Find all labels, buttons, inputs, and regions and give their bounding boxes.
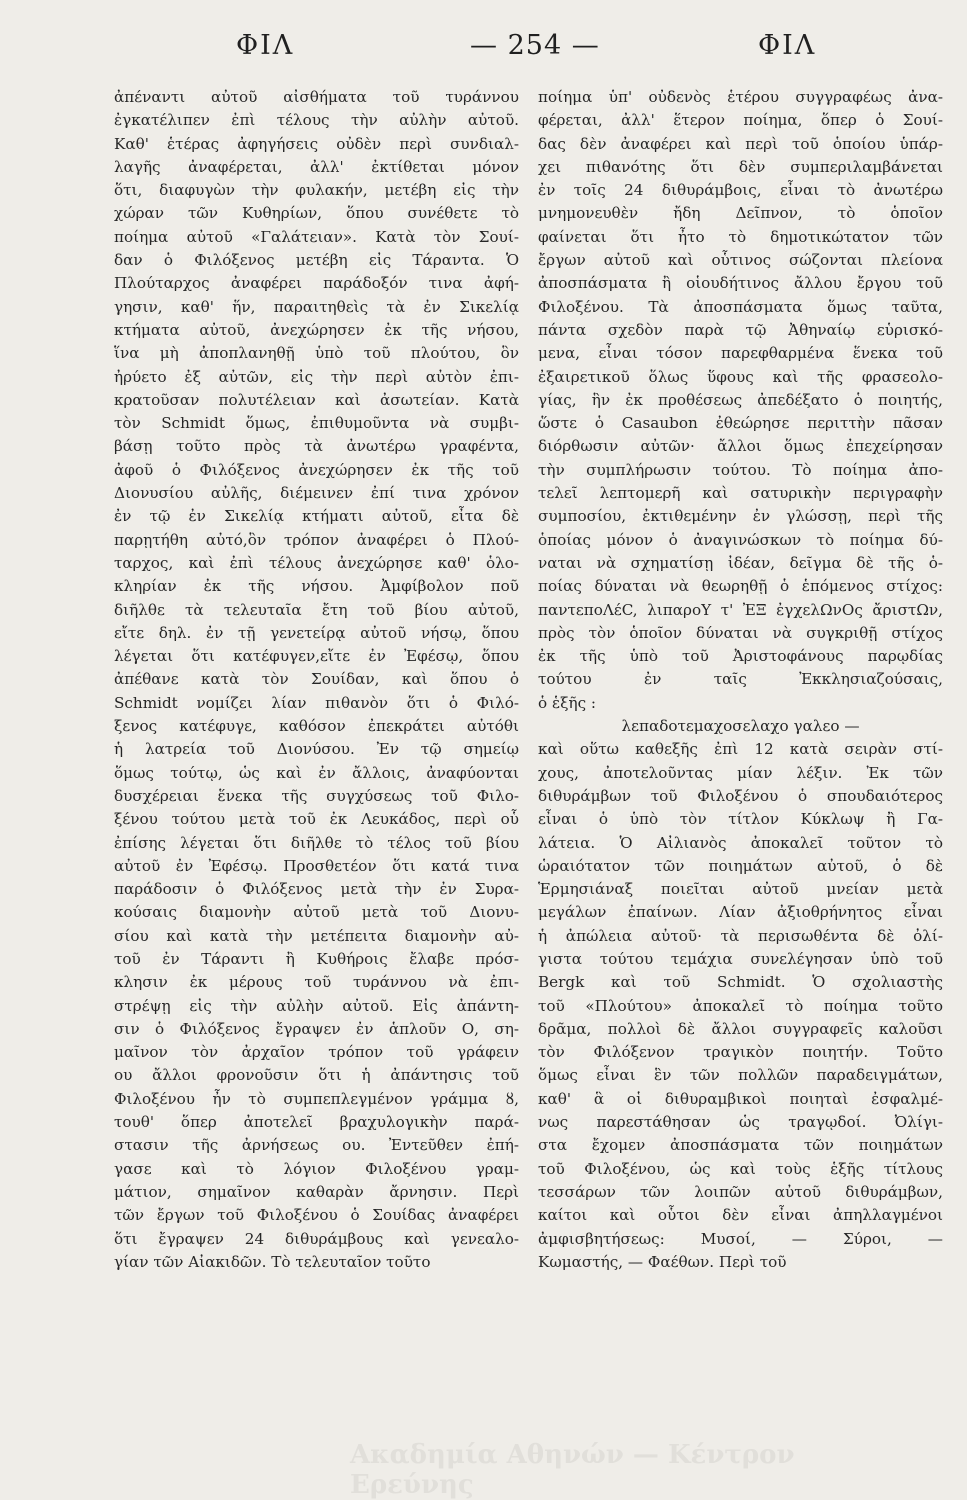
text-line: χει πιθανότης ὅτι δὲν συμπεριλαμβάνεται (538, 157, 943, 176)
text-line: σιν ὁ Φιλόξενος ἔγραψεν ἐν ἁπλοῦν Ο, ση- (114, 1019, 519, 1038)
text-line: ταρχος, καὶ ἐπὶ τέλους ἀνεχώρησε καθ' ὁλο- (114, 553, 519, 572)
text-line: γασε καὶ τὸ λόγιον Φιλοξένου γραμ- (114, 1159, 519, 1178)
header-right-keyword: ΦΙΛ (758, 30, 817, 61)
text-line: ἀμφισβητήσεως: Μυσοί, — Σύροι, — (538, 1229, 943, 1248)
text-line: εἴτε δηλ. ἐν τῇ γενετείρᾳ αὐτοῦ νήσῳ, ὅπου (114, 623, 519, 642)
text-line: τοῦ Φιλοξένου, ὡς καὶ τοὺς ἑξῆς τίτλους (538, 1159, 943, 1178)
running-header (0, 30, 967, 74)
text-line: καίτοι καὶ οὗτοι δὲν εἶναι ἀπηλλαγμένοι (538, 1206, 943, 1225)
text-line: κούσαις διαμονὴν αὐτοῦ μετὰ τοῦ Διονυ- (114, 903, 519, 922)
text-line: μαῖνον τὸν ἀρχαῖον τρόπον τοῦ γράφειν (114, 1043, 519, 1062)
text-line: γησιν, καθ' ἥν, παραιτηθεὶς τὰ ἐν Σικελίᾳ (114, 297, 519, 316)
text-line: χώραν τῶν Κυθηρίων, ὅπου συνέθετε τὸ (114, 204, 519, 223)
text-line: δρᾶμα, πολλοὶ δὲ ἄλλοι συγγραφεῖς καλοῦσι (538, 1019, 943, 1038)
text-line: σίου καὶ κατὰ τὴν μετέπειτα διαμονὴν αὐ- (114, 926, 519, 945)
text-line: συμποσίου, ἐκτιθεμένην ἐν γλώσσῃ, περὶ τῆς (538, 507, 943, 526)
text-line: διῆλθε τὰ τελευταῖα ἔτη τοῦ βίου αὐτοῦ, (114, 600, 519, 619)
text-line: λεπαδοτεμαχοσελαχο γαλεο — (621, 717, 860, 736)
text-line: λαγῆς ἀναφέρεται, ἀλλ' ἐκτίθεται μόνον (114, 157, 519, 176)
text-line: φαίνεται ὅτι ἦτο τὸ δημοτικώτατον τῶν (538, 227, 943, 246)
text-line: ὅμως εἶναι ἓν τῶν πολλῶν παραδειγμάτων, (538, 1066, 943, 1085)
text-line: κτήματα αὐτοῦ, ἀνεχώρησεν ἐκ τῆς νήσου, (114, 320, 519, 339)
text-line: ἐξαιρετικοῦ ὅλως ὕφους καὶ τῆς φρασεολο- (538, 367, 943, 386)
text-line: Bergk καὶ τοῦ Schmidt. Ὁ σχολιαστὴς (538, 973, 943, 992)
text-line: διθυράμβων τοῦ Φιλοξένου ὁ σπουδαιότερος (538, 786, 943, 805)
text-line: παράδοσιν ὁ Φιλόξενος μετὰ τὴν ἐν Συρα- (114, 880, 519, 899)
text-line: τούτου ἐν ταῖς Ἐκκλησιαζούσαις, (538, 670, 943, 689)
text-line: ἐγκατέλιπεν ἐπὶ τέλους τὴν αὐλὴν αὐτοῦ. (114, 111, 519, 130)
text-line: ἡ ἀπώλεια αὐτοῦ· τὰ περισωθέντα δὲ ὀλί- (538, 926, 943, 945)
text-line: ποίημα αὐτοῦ «Γαλάτειαν». Κατὰ τὸν Σουί- (114, 227, 519, 246)
text-line: ποίας δύναται νὰ θεωρηθῇ ὁ ἑπόμενος στίχος: (538, 577, 943, 596)
text-line: διόρθωσιν αὐτῶν· ἄλλοι ὅμως ἐπεχείρησαν (538, 437, 943, 456)
text-line: ὅτι, διαφυγὼν τὴν φυλακήν, μετέβη εἰς τὴν (114, 181, 519, 200)
text-line: τοῦ ἐν Τάραντι ἢ Κυθήροις ἔλαβε πρόσ- (114, 949, 519, 968)
text-line: στα ἔχομεν ἀποσπάσματα τῶν ποιημάτων (538, 1136, 943, 1155)
text-line: τεσσάρων τῶν λοιπῶν αὐτοῦ διθυράμβων, (538, 1182, 943, 1201)
text-line: καὶ οὕτω καθεξῆς ἐπὶ 12 κατὰ σειρὰν στί- (538, 740, 943, 759)
text-line: πάντα σχεδὸν παρὰ τῷ Ἀθηναίῳ εὑρισκό- (538, 320, 943, 339)
page-number: — 254 — (470, 30, 600, 61)
text-line: δας δὲν ἀναφέρει καὶ περὶ τοῦ ὁποίου ὑπάρ- (538, 134, 943, 153)
text-line: ἔργων αὐτοῦ καὶ οὗτινος σώζονται πλείονα (538, 251, 943, 270)
text-line: ἠρύετο ἐξ αὐτῶν, εἰς τὴν περὶ αὐτὸν ἐπι- (114, 367, 519, 386)
text-line: φέρεται, ἀλλ' ἕτερον ποίημα, ὅπερ ὁ Σουί- (538, 111, 943, 130)
text-line: δαν ὁ Φιλόξενος μετέβη εἰς Τάραντα. Ὁ (114, 251, 519, 270)
text-line: χους, ἀποτελοῦντας μίαν λέξιν. Ἐκ τῶν (538, 763, 943, 782)
header-left-keyword: ΦΙΛ (236, 30, 295, 61)
library-watermark: Ακαδημία Αθηνών — Κέντρον Ερεύνης (350, 1440, 795, 1500)
text-line: παρῃτήθη αὐτό,ὃν τρόπον ἀναφέρει ὁ Πλού- (114, 530, 519, 549)
text-line: ἀπέθανε κατὰ τὸν Σουίδαν, καὶ ὅπου ὁ (114, 670, 519, 689)
text-line: ξενος κατέφυγε, καθόσον ἐπεκράτει αὐτόθι (114, 717, 519, 736)
text-line: Διονυσίου αὐλῆς, διέμεινεν ἐπί τινα χρόνον (114, 484, 519, 503)
text-line: ου ἄλλοι φρονοῦσιν ὅτι ἡ ἀπάντησις τοῦ (114, 1066, 519, 1085)
text-line: γίας, ἣν ἐκ προθέσεως ἀπεδέξατο ὁ ποιητής, (538, 390, 943, 409)
text-line: Πλούταρχος ἀναφέρει παράδοξόν τινα ἀφή- (114, 274, 519, 293)
text-line: τὸν Φιλόξενον τραγικὸν ποιητήν. Τοῦτο (538, 1043, 943, 1062)
text-line: πρὸς τὸν ὁποῖον δύναται νὰ συγκριθῇ στίχος (538, 623, 943, 642)
text-line: ποίημα ὑπ' οὐδενὸς ἑτέρου συγγραφέως ἀνα- (538, 88, 943, 106)
text-line: λέγεται ὅτι κατέφυγεν,εἴτε ἐν Ἐφέσῳ, ὅπου (114, 647, 519, 666)
text-line: κλησιν ἐκ μέρους τοῦ τυράννου νὰ ἐπι- (114, 973, 519, 992)
text-line: ὅτι ἔγραψεν 24 διθυράμβους καὶ γενεαλο- (114, 1229, 519, 1248)
text-line: Καθ' ἑτέρας ἀφηγήσεις οὐδὲν περὶ συνδιαλ- (114, 134, 519, 153)
text-line: εἶναι ὁ ὑπὸ τὸν τίτλον Κύκλωψ ἢ Γα- (538, 810, 943, 829)
text-line: τὸν Schmidt ὅμως, ἐπιθυμοῦντα νὰ συμβι- (114, 414, 519, 433)
text-line: δυσχέρειαι ἕνεκα τῆς συγχύσεως τοῦ Φιλο- (114, 786, 519, 805)
text-line: αὐτοῦ ἐν Ἐφέσῳ. Προσθετέον ὅτι κατά τινα (114, 856, 519, 875)
text-line: ὁ ἑξῆς : (538, 693, 597, 712)
text-line: ναται νὰ σχηματίσῃ ἰδέαν, δεῖγμα δὲ τῆς ὁ- (538, 553, 943, 572)
text-line: Schmidt νομίζει λίαν πιθανὸν ὅτι ὁ Φιλό- (114, 693, 519, 712)
text-line: Φιλοξένου ἦν τὸ συμπεπλεγμένον γράμμα ȣ, (114, 1089, 519, 1108)
text-line: γιστα τούτου τεμάχια συνελέγησαν ὑπὸ τοῦ (538, 949, 943, 968)
text-line: ἐν τοῖς 24 διθυράμβοις, εἶναι τὸ ἀνωτέρω (538, 181, 943, 200)
text-line: ἐν τῷ ἐν Σικελίᾳ κτήματι αὐτοῦ, εἶτα δὲ (114, 507, 519, 526)
text-line: μενα, εἶναι τόσον παρεφθαρμένα ἕνεκα τοῦ (538, 344, 943, 363)
text-line: στρέψῃ εἰς τὴν αὐλὴν αὐτοῦ. Εἰς ἀπάντη- (114, 996, 519, 1015)
text-line: μνημονευθὲν ἤδη Δεῖπνον, τὸ ὁποῖον (538, 204, 943, 223)
text-line: ἐπίσης λέγεται ὅτι διῆλθε τὸ τέλος τοῦ βίου (114, 833, 519, 852)
text-line: Ἑρμησιάναξ ποιεῖται αὐτοῦ μνείαν μετὰ (538, 880, 943, 899)
text-line: Κωμαστής, — Φαέθων. Περὶ τοῦ (538, 1252, 787, 1271)
text-line: κρατοῦσαν πολυτέλειαν καὶ ἀσωτείαν. Κατὰ (114, 390, 519, 409)
text-line: μάτιον, σημαῖνον καθαρὰν ἄρνησιν. Περὶ (114, 1182, 519, 1201)
text-line: τοῦ «Πλούτου» ἀποκαλεῖ τὸ ποίημα τοῦτο (538, 996, 943, 1015)
text-line: ἀφοῦ ὁ Φιλόξενος ἀνεχώρησεν ἐκ τῆς τοῦ (114, 460, 519, 479)
text-line: ἵνα μὴ ἀποπλανηθῇ ὑπὸ τοῦ πλούτου, ὃν (114, 344, 519, 363)
text-line: ὥστε ὁ Casaubon ἐθεώρησε περιττὴν πᾶσαν (538, 414, 943, 433)
text-line: καθ' ἃ οἱ διθυραμβικοὶ ποιηταὶ ἐσφαλμέ- (538, 1089, 943, 1108)
text-line: τουθ' ὅπερ ἀποτελεῖ βραχυλογικὴν παρά- (114, 1113, 519, 1132)
text-line: ἀποσπάσματα ἢ οἱουδήτινος ἄλλου ἔργου τοῦ (538, 274, 943, 293)
text-line: ἡ λατρεία τοῦ Διονύσου. Ἐν τῷ σημείῳ (114, 740, 519, 759)
text-line: Φιλοξένου. Τὰ ἀποσπάσματα ὅμως ταῦτα, (538, 297, 943, 316)
text-line: μεγάλων ἐπαίνων. Λίαν ἀξιοθρήνητος εἶναι (538, 903, 943, 922)
text-line: τελεῖ λεπτομερῆ καὶ σατυρικὴν περιγραφὴν (538, 484, 943, 503)
text-line: λάτεια. Ὁ Αἰλιανὸς ἀποκαλεῖ τοῦτον τὸ (538, 833, 943, 852)
right-text-column (538, 86, 943, 1274)
text-line: στασιν τῆς ἀρνήσεως ου. Ἐντεῦθεν ἐπή- (114, 1136, 519, 1155)
text-line: παντεποΛέC, λιπαροΥ τ' ἘΞ ἐγχελΩνΟς ἄριστΩν, (538, 600, 943, 619)
text-line: βάσῃ τοῦτο πρὸς τὰ ἀνωτέρω γραφέντα, (114, 437, 519, 456)
text-line: ὅμως τούτῳ, ὡς καὶ ἐν ἄλλοις, ἀναφύονται (114, 763, 519, 782)
text-line: ὁποίας μόνον ὁ ἀναγινώσκων τὸ ποίημα δύ- (538, 530, 943, 549)
text-line: ἐκ τῆς ὑπὸ τοῦ Ἀριστοφάνους παρῳδίας (538, 647, 943, 666)
text-line: τῶν ἔργων τοῦ Φιλοξένου ὁ Σουίδας ἀναφέρει (114, 1206, 519, 1225)
text-line: τὴν συμπλήρωσιν τούτου. Τὸ ποίημα ἀπο- (538, 460, 943, 479)
text-line: νως παρεστάθησαν ὡς τραγῳδοί. Ὀλίγι- (538, 1113, 943, 1132)
text-line: κληρίαν ἐκ τῆς νήσου. Ἀμφίβολον ποῦ (114, 577, 519, 596)
text-line: ξένου τούτου μετὰ τοῦ ἐκ Λευκάδος, περὶ οὗ (114, 810, 519, 829)
text-line: γίαν τῶν Αἰακιδῶν. Τὸ τελευταῖον τοῦτο (114, 1252, 431, 1271)
left-text-column (114, 86, 519, 1274)
text-line: ἀπέναντι αὐτοῦ αἰσθήματα τοῦ τυράννου (114, 88, 519, 106)
text-line: ὡραιότατον τῶν ποιημάτων αὐτοῦ, ὁ δὲ (538, 856, 943, 875)
